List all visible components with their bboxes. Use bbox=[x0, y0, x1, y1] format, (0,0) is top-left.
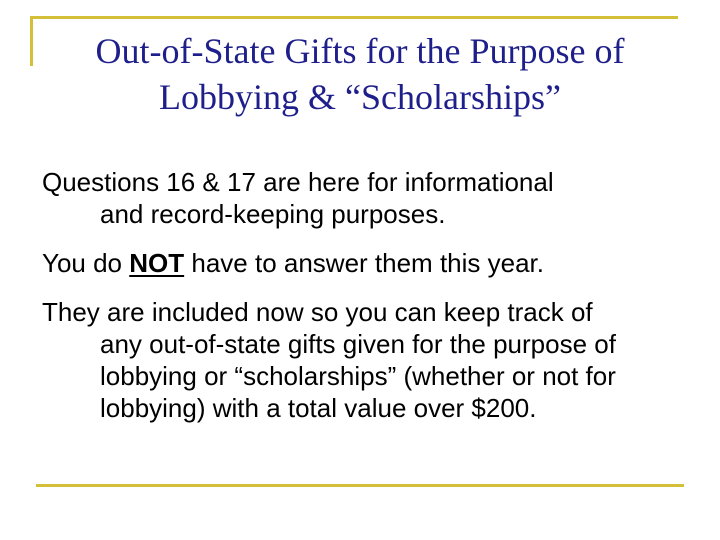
slide-title bbox=[40, 28, 680, 120]
paragraph-2-before: You do bbox=[42, 248, 130, 278]
paragraph-2-after: have to answer them this year. bbox=[184, 248, 544, 278]
slide-body bbox=[42, 166, 692, 441]
paragraph-3-line-1: They are included now so you can keep track of bbox=[42, 297, 593, 327]
not-emphasis: NOT bbox=[129, 248, 185, 278]
paragraph-1-line-1: Questions 16 & 17 are here for informational bbox=[42, 167, 554, 197]
paragraph-1-line-2: and record-keeping purposes. bbox=[100, 199, 446, 229]
title-line-2: Lobbying & “Scholarships” bbox=[159, 77, 561, 117]
title-line-1: Out-of-State Gifts for the Purpose of bbox=[95, 31, 625, 71]
top-accent-rule bbox=[30, 16, 678, 19]
paragraph-track-gifts bbox=[42, 296, 692, 424]
paragraph-informational bbox=[42, 166, 692, 230]
paragraph-3-line-2: any out-of-state gifts given for the purpose of bbox=[100, 329, 616, 359]
paragraph-3-line-3: lobbying or “scholarships” (whether or not for bbox=[100, 361, 616, 391]
paragraph-2-line-1 bbox=[42, 247, 692, 279]
left-accent-rule bbox=[30, 16, 33, 66]
paragraph-3-line-4: lobbying) with a total value over $200. bbox=[100, 393, 537, 423]
bottom-accent-rule bbox=[36, 484, 684, 487]
paragraph-not-required bbox=[42, 247, 692, 279]
